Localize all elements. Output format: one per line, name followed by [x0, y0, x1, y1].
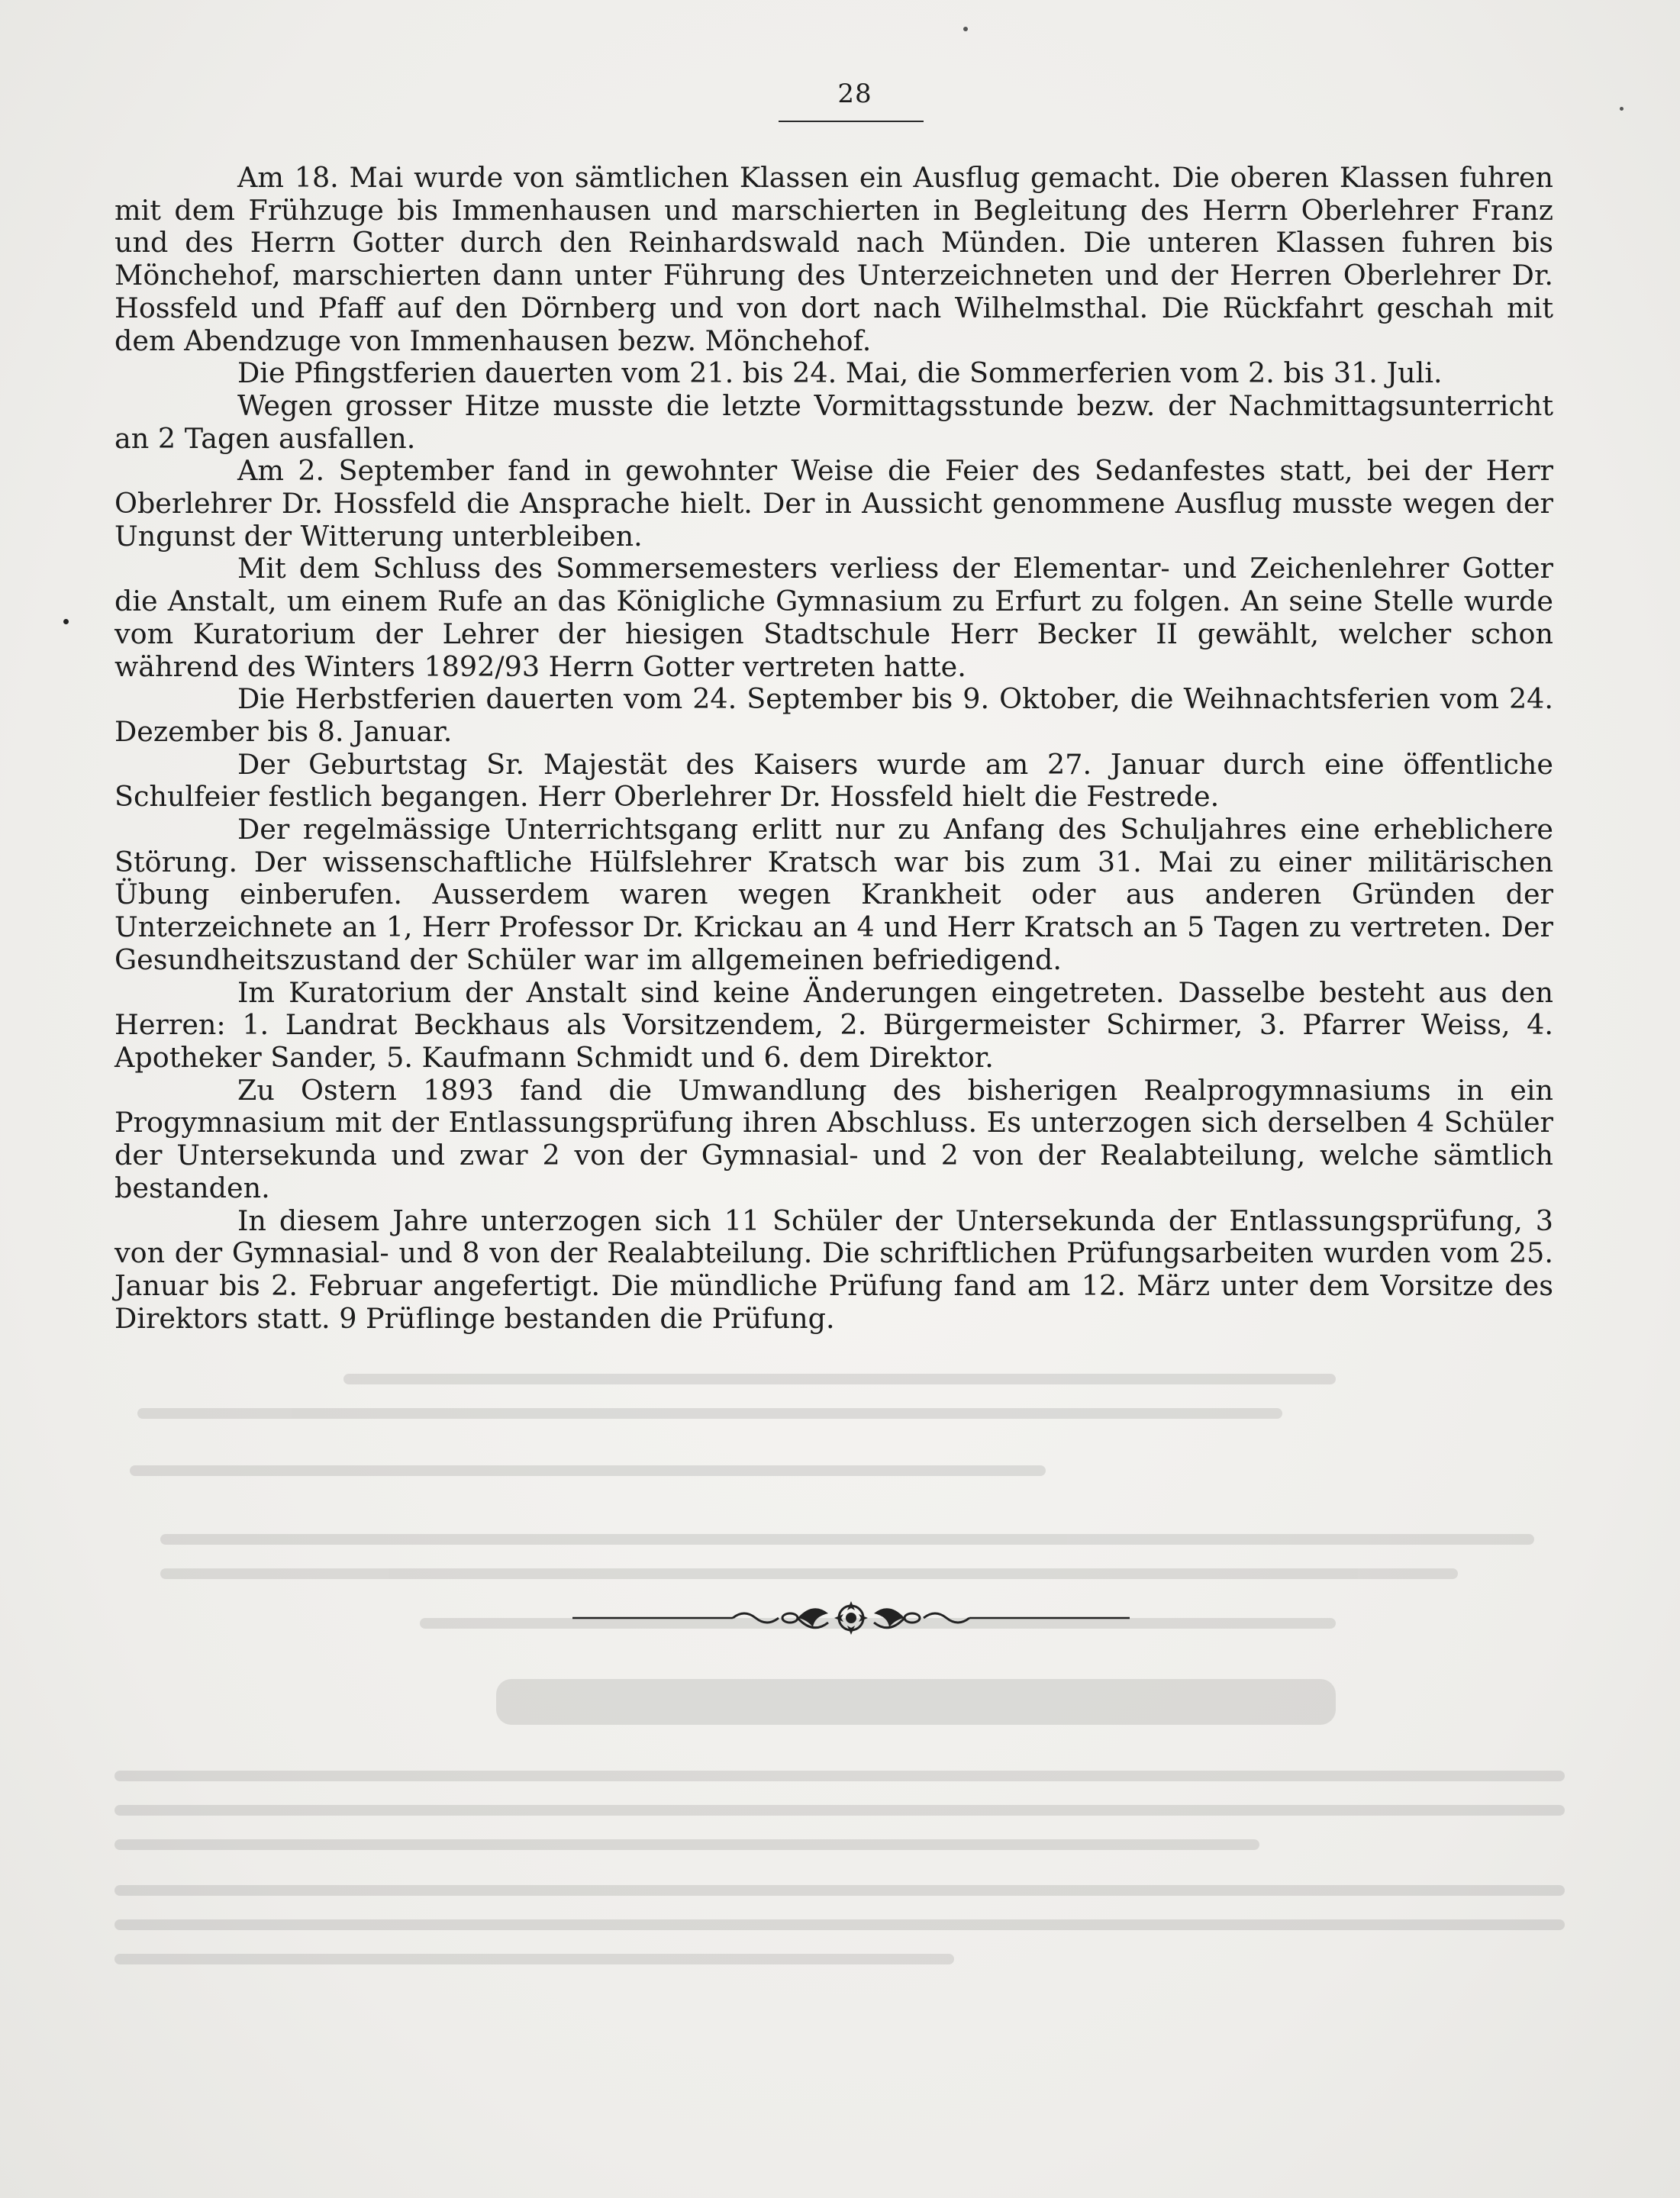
paragraph-entlassungspruefung: In diesem Jahre unterzogen sich 11 Schüler der Untersekunda der Entlassungsprüfung, 3 von der Gymnasial- und 8 von der Realabteilung. Die schriftlichen Prüfungsarbeiten wurden vom 25. Januar bis 2. Februar angefertigt. Die mündliche Prüfung fand am 12. März unter dem Vorsitze des Direktors statt. 9 Prüflinge bestanden die Prüfung. — [114, 1204, 1553, 1335]
paragraph-kaisers-geburtstag: Der Geburtstag Sr. Majestät des Kaisers wurde am 27. Januar durch eine öffentliche Schulfeier festlich begangen. Herr Oberlehrer Dr. Hossfeld hielt die Festrede. — [114, 747, 1553, 814]
bleed-through-texture — [114, 1374, 1565, 2137]
print-speck — [963, 27, 968, 31]
paragraph-pfingstferien: Die Pfingstferien dauerten vom 21. bis 24. Mai, die Sommerferien vom 2. bis 31. Juli. — [237, 356, 1443, 390]
paragraph-unterrichtsgang: Der regelmässige Unterrichtsgang erlitt nur zu Anfang des Schuljahres eine erheblichere Störung. Der wissenschaftliche Hülfslehrer Kratsch war bis zum 31. Mai zu einer militärischen Übung einberufen. Ausserdem waren wegen Krankheit oder aus anderen Gründen der Unterzeichnete an 1, Herr Professor Dr. Krickau an 4 und Herr Kratsch an 5 Tagen zu vertreten. Der Gesundheitszustand der Schüler war im allgemeinen befriedigend. — [114, 813, 1553, 976]
page-number: 28 — [837, 79, 872, 109]
page-number-rule — [779, 121, 924, 122]
decorative-divider — [572, 1595, 1130, 1641]
paragraph-herbstferien: Die Herbstferien dauerten vom 24. September bis 9. Oktober, die Weihnachtsferien vom 24. Dezember bis 8. Januar. — [114, 682, 1553, 748]
margin-mark — [63, 619, 69, 624]
paragraph-ausflug: Am 18. Mai wurde von sämtlichen Klassen ein Ausflug gemacht. Die oberen Klassen fuhren mit dem Frühzuge bis Immenhausen und marschierten in Begleitung des Herrn Oberlehrer Franz und des Herrn Gotter durch den Reinhardswald nach Münden. Die unteren Klassen fuhren bis Mönchehof, marschierten dann unter Führung des Unterzeichneten und der Herren Oberlehrer Dr. Hossfeld und Pfaff auf den Dörnberg und von dort nach Wilhelmsthal. Die Rückfahrt geschah mit dem Abendzuge von Immenhausen bezw. Mönchehof. — [114, 161, 1553, 357]
paragraph-gotter: Mit dem Schluss des Sommersemesters verliess der Elementar- und Zeichenlehrer Gotter die Anstalt, um einem Rufe an das Königliche Gymnasium zu Erfurt zu folgen. An seine Stelle wurde vom Kuratorium der Lehrer der hiesigen Stadtschule Herr Becker II gewählt, welcher schon während des Winters 1892/93 Herrn Gotter vertreten hatte. — [114, 552, 1553, 683]
paragraph-hitze: Wegen grosser Hitze musste die letzte Vormittagsstunde bezw. der Nachmittagsunterricht an 2 Tagen ausfallen. — [114, 388, 1553, 455]
body-text — [114, 162, 1553, 1335]
paragraph-sedanfest: Am 2. September fand in gewohnter Weise die Feier des Sedanfestes statt, bei der Herr Oberlehrer Dr. Hossfeld die Ansprache hielt. Der in Aussicht genommene Ausflug musste wegen der Ungunst der Witterung unterbleiben. — [114, 454, 1553, 553]
paragraph-ostern-1893: Zu Ostern 1893 fand die Umwandlung des bisherigen Realprogymnasiums in ein Progymnasium mit der Entlassungsprüfung ihren Abschluss. Es unterzogen sich derselben 4 Schüler der Untersekunda und zwar 2 von der Gymnasial- und 2 von der Realabteilung, welche sämtlich bestanden. — [114, 1073, 1553, 1204]
paragraph-kuratorium: Im Kuratorium der Anstalt sind keine Änderungen eingetreten. Dasselbe besteht aus den Herren: 1. Landrat Beckhaus als Vorsitzendem, 2. Bürgermeister Schirmer, 3. Pfarrer Weiss, 4. Apotheker Sander, 5. Kaufmann Schmidt und 6. dem Direktor. — [114, 975, 1553, 1074]
print-speck — [1620, 107, 1624, 111]
